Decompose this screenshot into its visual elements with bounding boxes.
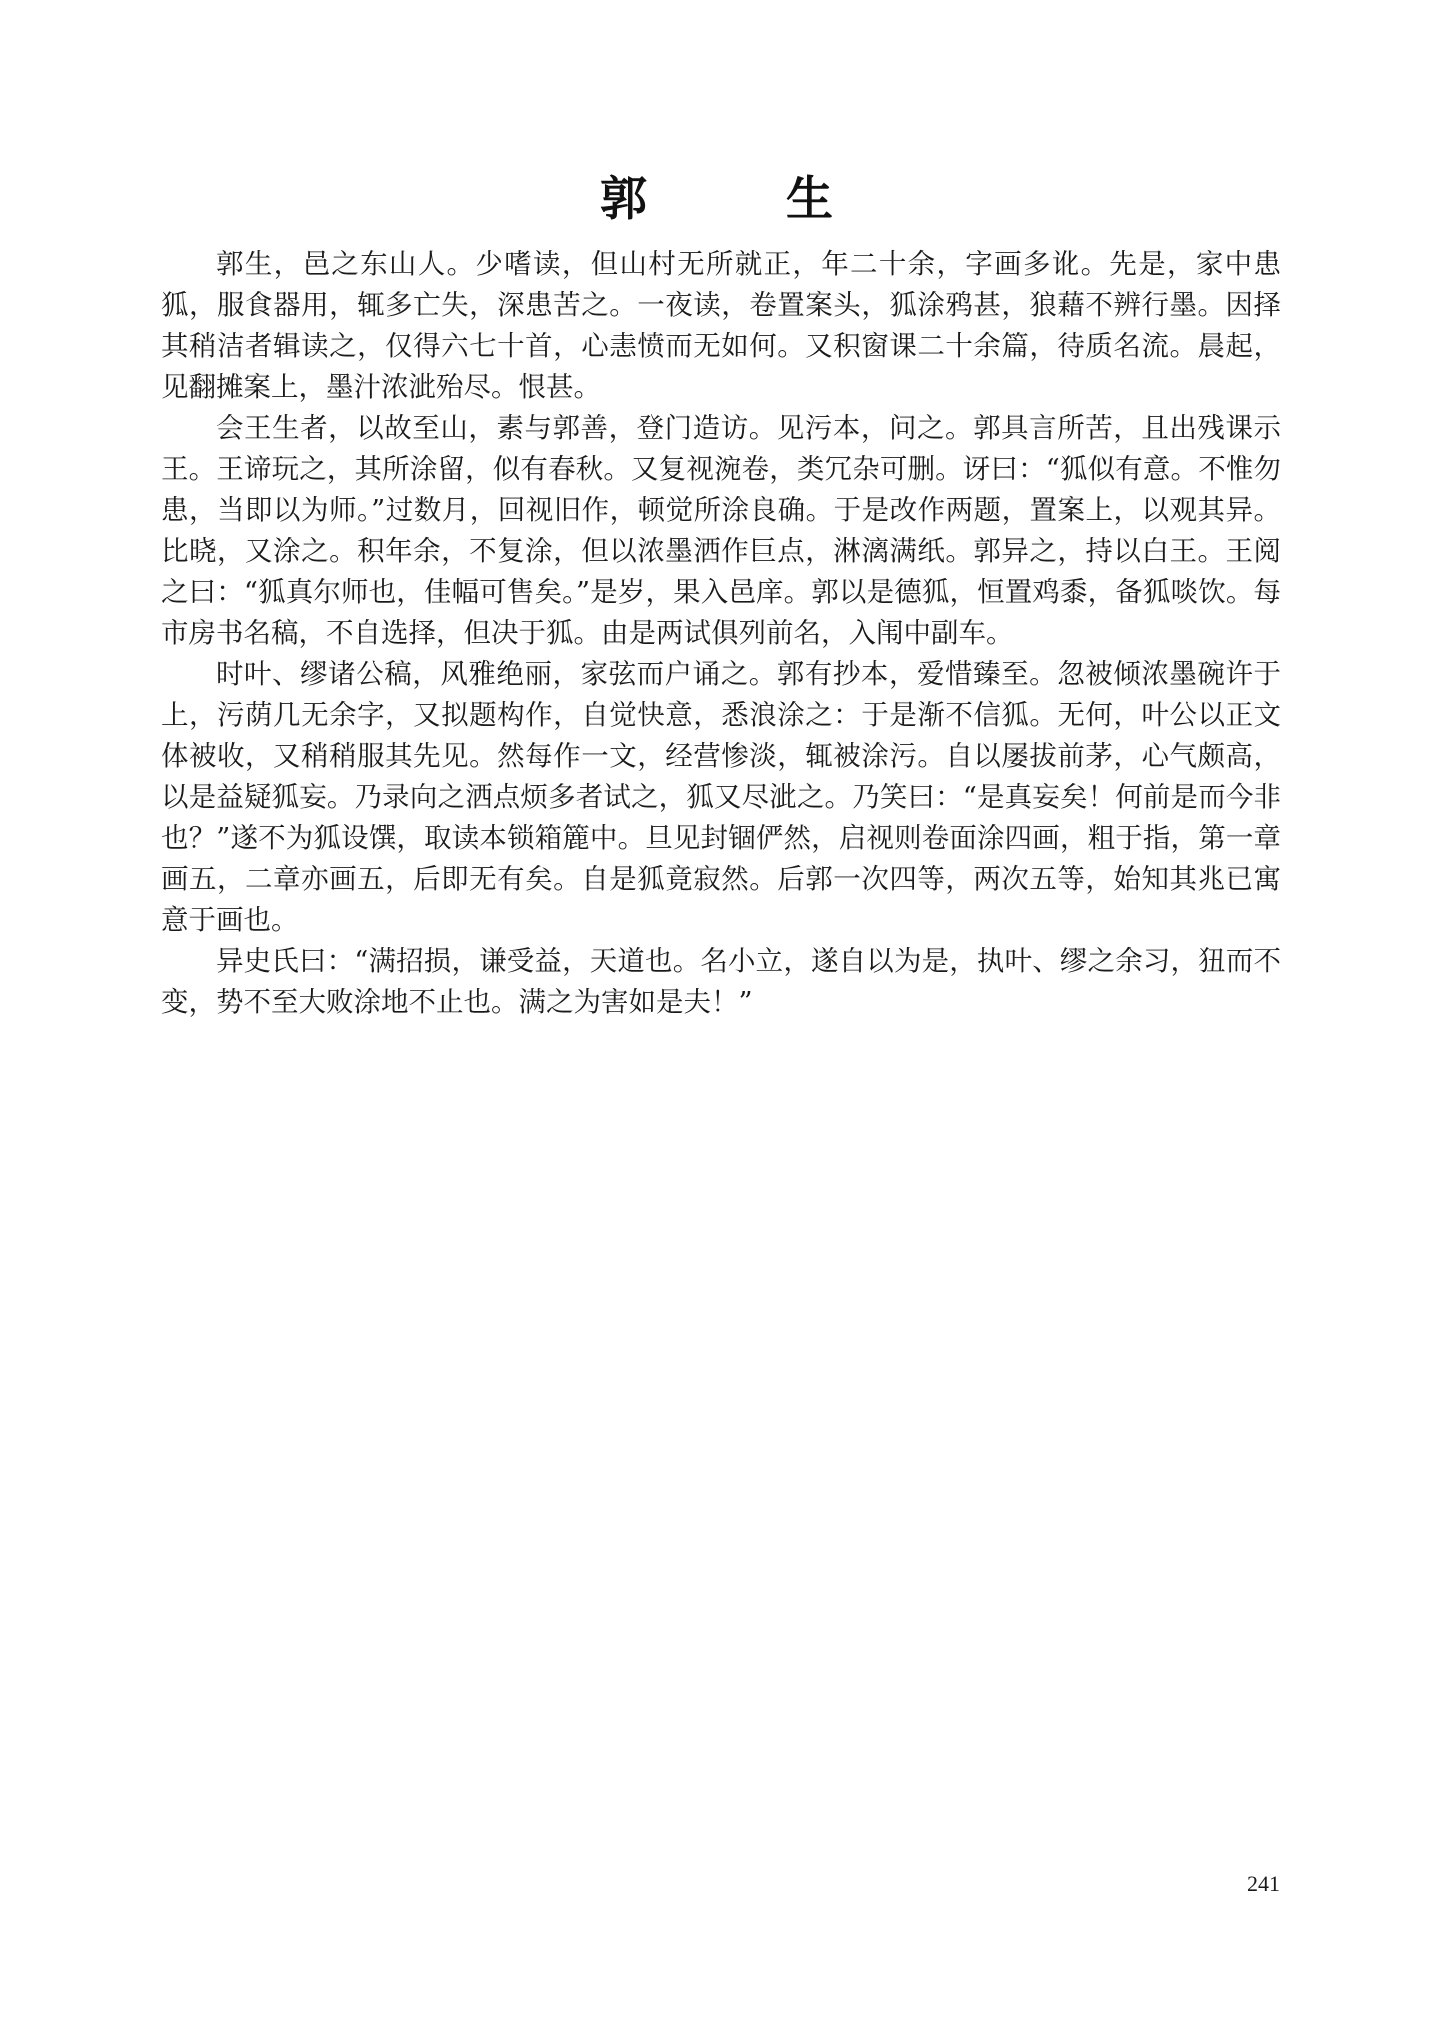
chapter-title: 郭 生 [600, 172, 879, 227]
paragraph-1: 郭生，邑之东山人。少嗜读，但山村无所就正，年二十余，字画多讹。先是，家中患狐，服食器用，辄多亡失，深患苦之。一夜读，卷置案头，狐涂鸦甚，狼藉不辨行墨。因择其稍洁者辑读之，仅得六七十首，心恚愤而无如何。又积窗课二十余篇，待质名流。晨起，见翻摊案上，墨汁浓泚殆尽。恨甚。 [161, 248, 1281, 403]
chapter-body [161, 244, 1281, 1023]
paragraph-commentary: 异史氏曰：“满招损，谦受益，天道也。名小立，遂自以为是，执叶、缪之余习，狃而不变，势不至大败涂地不止也。满之为害如是夫！” [161, 945, 1281, 1018]
paragraph-2: 会王生者，以故至山，素与郭善，登门造访。见污本，问之。郭具言所苦，且出残课示王。王谛玩之，其所涂留，似有春秋。又复视涴卷，类冗杂可删。讶曰：“狐似有意。不惟勿患，当即以为师。”过数月，回视旧作，顿觉所涂良确。于是改作两题，置案上，以观其异。比晓，又涂之。积年余，不复涂，但以浓墨洒作巨点，淋漓满纸。郭异之，持以白王。王阅之曰：“狐真尔师也，佳幅可售矣。”是岁，果入邑庠。郭以是德狐，恒置鸡黍，备狐啖饮。每市房书名稿，不自选择，但决于狐。由是两试俱列前名，入闱中副车。 [161, 412, 1281, 649]
paragraph-3: 时叶、缪诸公稿，风雅绝丽，家弦而户诵之。郭有抄本，爱惜臻至。忽被倾浓墨碗许于上，污荫几无余字，又拟题构作，自觉快意，悉浪涂之：于是渐不信狐。无何，叶公以正文体被收，又稍稍服其先见。然每作一文，经营惨淡，辄被涂污。自以屡拔前茅，心气颇高，以是益疑狐妄。乃录向之洒点烦多者试之，狐又尽泚之。乃笑曰：“是真妄矣！何前是而今非也？”遂不为狐设馔，取读本锁箱簏中。旦见封锢俨然，启视则卷面涂四画，粗于指，第一章画五，二章亦画五，后即无有矣。自是狐竟寂然。后郭一次四等，两次五等，始知其兆已寓意于画也。 [161, 658, 1281, 936]
page-number: 241 [1247, 1871, 1280, 1896]
